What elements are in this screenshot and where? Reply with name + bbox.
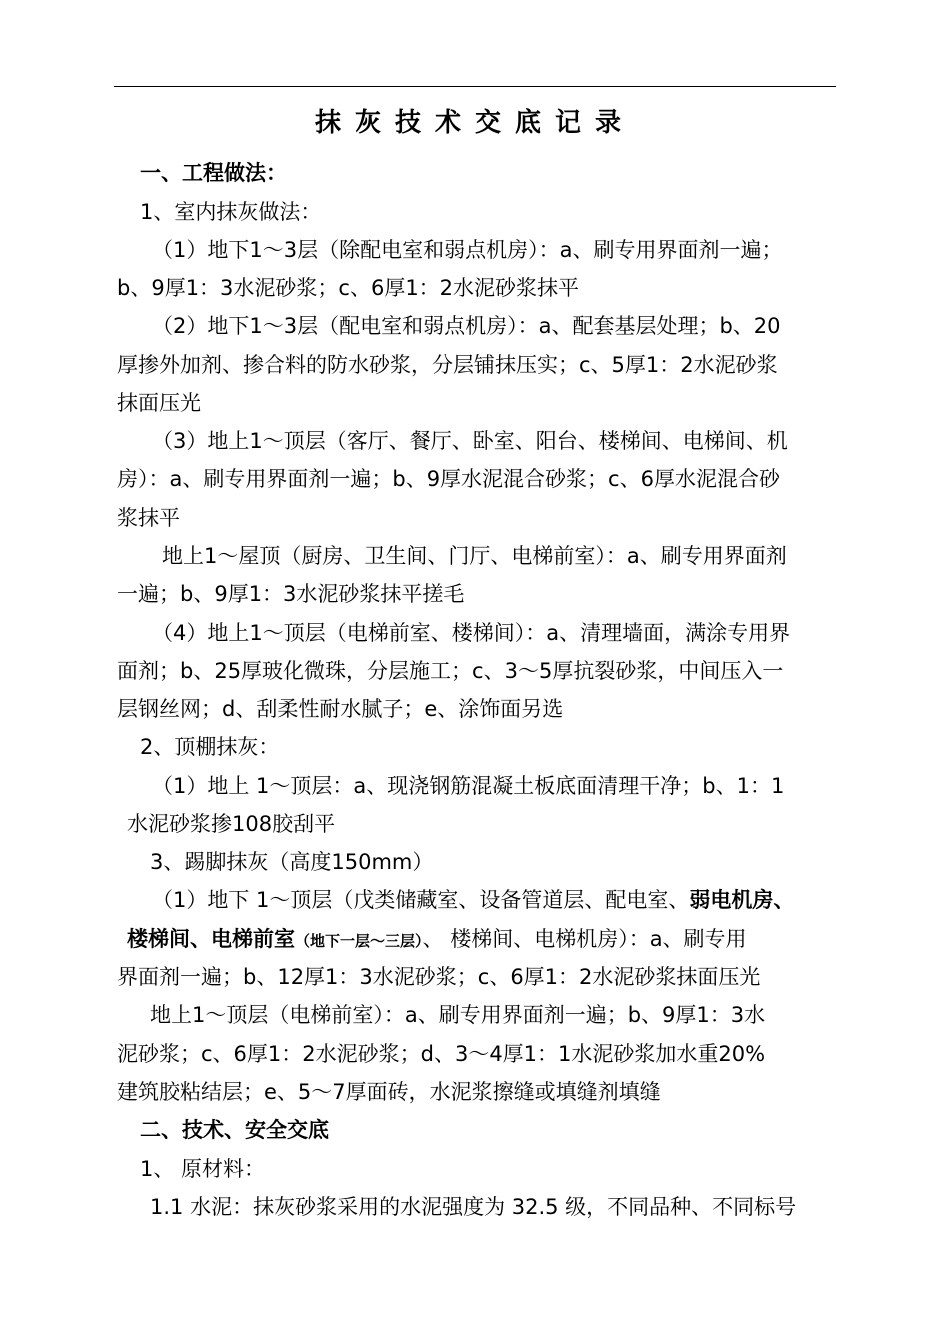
- emphasis-text: 楼梯间、电梯前室: [127, 927, 295, 951]
- paragraph-line: b、9厚1：3水泥砂浆；c、6厚1：2水泥砂浆抹平: [117, 276, 580, 300]
- paragraph-line: 浆抹平: [117, 506, 180, 530]
- subsection-heading: 3、踢脚抹灰（高度150mm）: [150, 850, 434, 874]
- paragraph-line: [127, 926, 747, 954]
- paragraph-line: （1）地下1～3层（除配电室和弱点机房）：a、刷专用界面剂一遍；: [152, 238, 783, 262]
- emphasis-text: 弱电机房、: [689, 888, 795, 912]
- section-heading-1: 一、工程做法：: [140, 161, 287, 185]
- paragraph-line: （3）地上1～顶层（客厅、餐厅、卧室、阳台、楼梯间、电梯间、机: [152, 429, 788, 453]
- paragraph-line: （4）地上1～顶层（电梯前室、楼梯间）：a、清理墙面，满涂专用界: [152, 621, 791, 645]
- paragraph-line: 1.1 水泥：抹灰砂浆采用的水泥强度为 32.5 级，不同品种、不同标号: [150, 1195, 797, 1219]
- subsection-heading: 2、顶棚抹灰：: [140, 735, 280, 759]
- header-rule: [114, 86, 836, 87]
- paragraph-line: 房）：a、刷专用界面剂一遍；b、9厚水泥混合砂浆；c、6厚水泥混合砂: [117, 467, 780, 491]
- paragraph-line: 界面剂一遍；b、12厚1：3水泥砂浆；c、6厚1：2水泥砂浆抹面压光: [117, 965, 761, 989]
- emphasis-note: （地下一层～三层）: [295, 932, 423, 950]
- section-heading-2: 二、技术、安全交底: [140, 1118, 329, 1142]
- paragraph-line: 层钢丝网；d、刮柔性耐水腻子；e、涂饰面另选: [117, 697, 564, 721]
- paragraph-line: 地上1～屋顶（厨房、卫生间、门厅、电梯前室）：a、刷专用界面剂: [162, 544, 787, 568]
- paragraph-line: （2）地下1～3层（配电室和弱点机房）：a、配套基层处理；b、20: [152, 314, 781, 338]
- paragraph-line: 厚掺外加剂、掺合料的防水砂浆，分层铺抹压实；c、5厚1：2水泥砂浆: [117, 353, 778, 377]
- paragraph-text: 、 楼梯间、电梯机房）：a、刷专用: [422, 927, 747, 951]
- paragraph-line: （1）地上 1～顶层：a、现浇钢筋混凝土板底面清理干净；b、1：1: [152, 774, 785, 798]
- paragraph-text: （1）地下 1～顶层（戊类储藏室、设备管道层、配电室、: [152, 888, 690, 912]
- document-title: 抹灰技术交底记录: [314, 108, 635, 138]
- paragraph-line: 建筑胶粘结层；e、5～7厚面砖，水泥浆擦缝或填缝剂填缝: [117, 1080, 661, 1104]
- paragraph-line: 面剂；b、25厚玻化微珠，分层施工；c、3～5厚抗裂砂浆，中间压入一: [117, 659, 784, 683]
- paragraph-line: [152, 887, 794, 913]
- paragraph-line: 地上1～顶层（电梯前室）：a、刷专用界面剂一遍；b、9厚1：3水: [150, 1003, 766, 1027]
- subsection-heading: 1、 原材料：: [140, 1157, 266, 1181]
- subsection-heading: 1、室内抹灰做法：: [140, 200, 322, 224]
- paragraph-line: 水泥砂浆掺108胶刮平: [127, 812, 336, 836]
- paragraph-line: 一遍；b、9厚1：3水泥砂浆抹平搓毛: [117, 582, 465, 606]
- paragraph-line: 泥砂浆；c、6厚1：2水泥砂浆；d、3～4厚1：1水泥砂浆加水重20%: [117, 1042, 766, 1066]
- paragraph-line: 抹面压光: [117, 391, 201, 415]
